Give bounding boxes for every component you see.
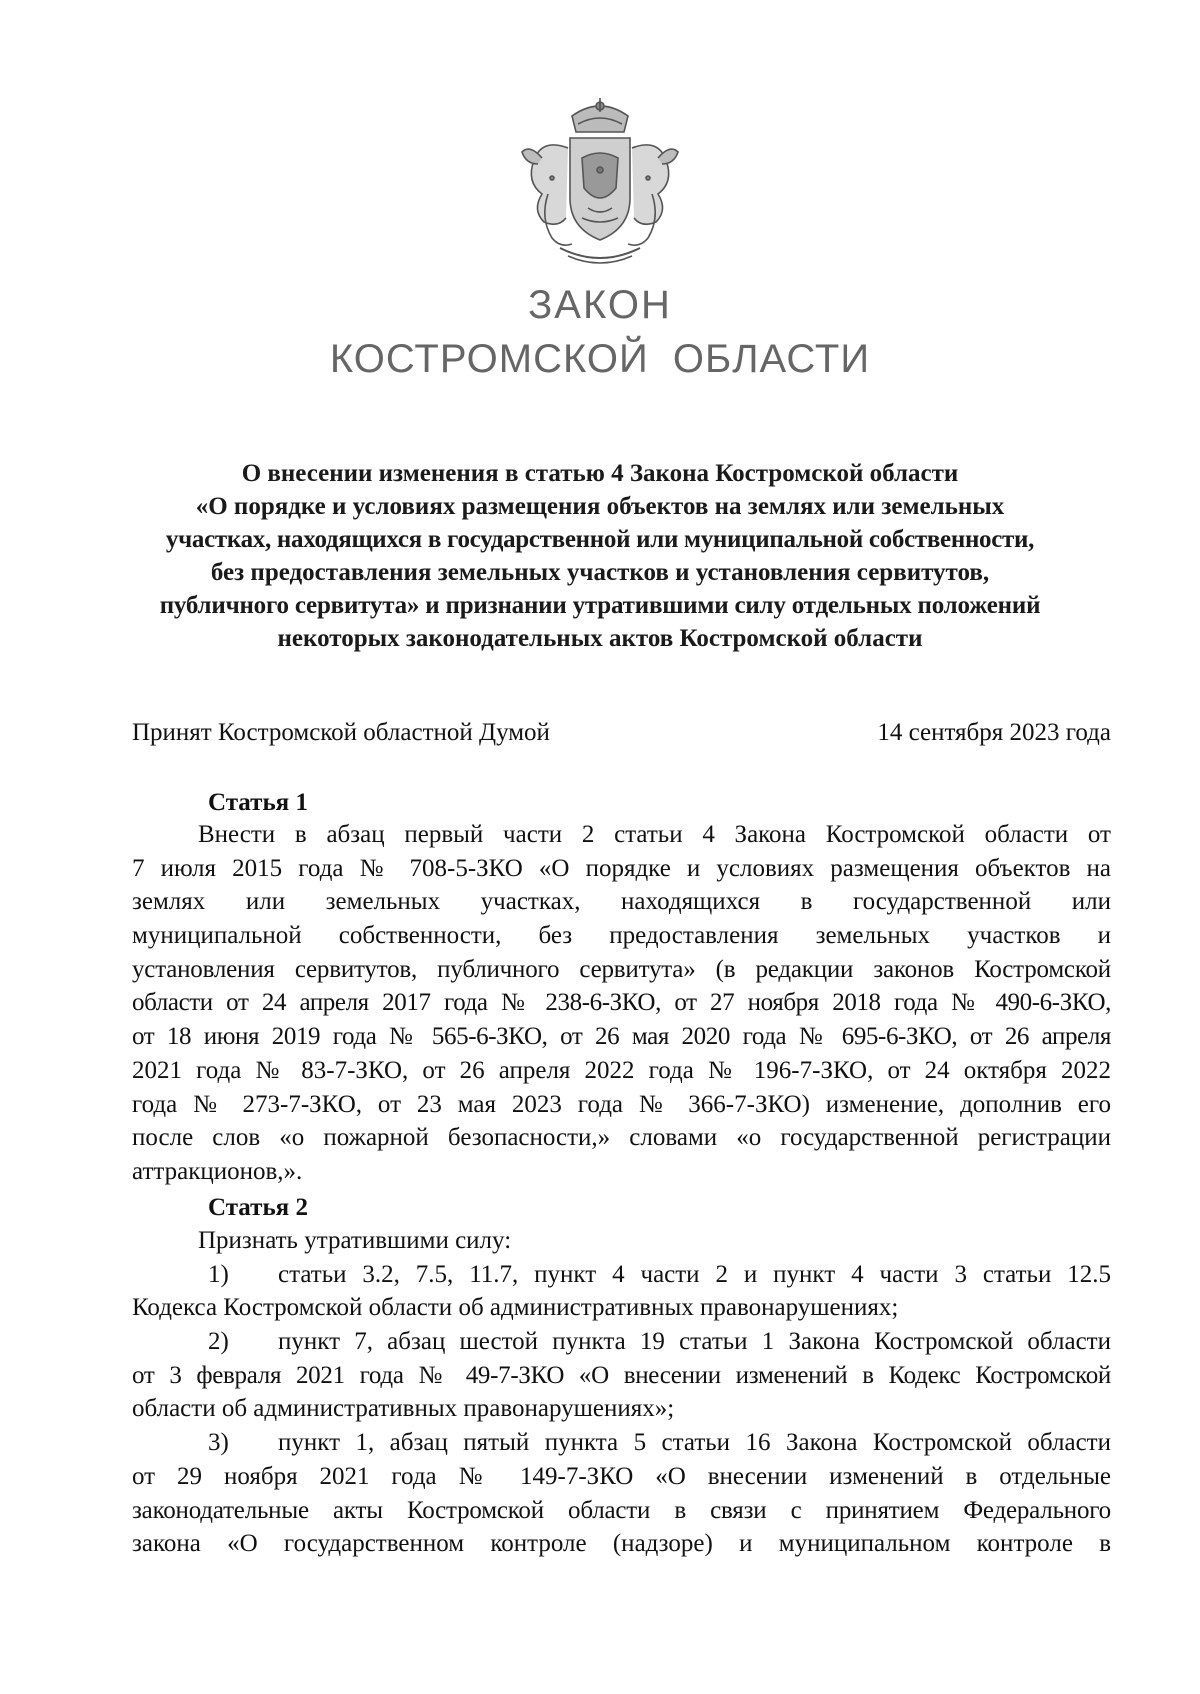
text-line: области от 24 апреля 2017 года № 238-6-ЗКО, от 27 ноября 2018 года № 490-6-ЗКО, [132, 989, 1111, 1017]
title-line: участках, находящихся в государственной или муниципальной собственности, [165, 526, 1035, 553]
law-heading-line1: ЗАКОН [528, 283, 672, 327]
text-line: 7 июля 2015 года № 708-5-ЗКО «О порядке и условиях размещения объектов на [132, 854, 1111, 882]
text-line: года № 273-7-ЗКО, от 23 мая 2023 года № 366-7-ЗКО) изменение, дополнив его [132, 1090, 1111, 1118]
list-item-text: пункт 1, абзац пятый пункта 5 статьи 16 Закона Костромской области [278, 1429, 1111, 1457]
list-item [132, 1426, 1111, 1460]
text-line: 2021 года № 83-7-ЗКО, от 26 апреля 2022 года № 196-7-ЗКО, от 24 октября 2022 [132, 1056, 1111, 1084]
title-line: «О порядке и условиях размещения объектов на землях или земельных [195, 493, 1005, 520]
law-title [120, 457, 1080, 655]
title-line: без предоставления земельных участков и установления сервитутов, [210, 559, 990, 586]
title-line: публичного сервитута» и признании утратившими силу отдельных положений [159, 592, 1041, 619]
law-heading-line2: КОСТРОМСКОЙ ОБЛАСТИ [329, 337, 871, 381]
title-line: О внесении изменения в статью 4 Закона Костромской области [241, 460, 959, 487]
adopted-by: Принят Костромской областной Думой [132, 719, 550, 746]
title-line: некоторых законодательных актов Костромской области [277, 625, 923, 652]
text-line: аттракционов,». [132, 1157, 303, 1185]
text-line: закона «О государственном контроле (надзоре) и муниципальном контроле в [132, 1530, 1111, 1558]
text-line: от 18 июня 2019 года № 565-6-ЗКО, от 26 мая 2020 года № 695-6-ЗКО, от 26 апреля [132, 1023, 1111, 1051]
text-line: Признать утратившими силу: [198, 1227, 512, 1254]
text-line: законодательные акты Костромской области в связи с принятием Федерального [132, 1496, 1111, 1524]
adopted-date: 14 сентября 2023 года [877, 719, 1111, 746]
text-line: Кодекса Костромской области об административных правонарушениях; [132, 1294, 899, 1322]
list-item-text: пункт 7, абзац шестой пункта 19 статьи 1 Закона Костромской области [278, 1328, 1111, 1356]
article-1-body [132, 818, 1111, 1189]
coat-of-arms-emblem [512, 98, 688, 270]
text-line: после слов «о пожарной безопасности,» словами «о государственной регистрации [132, 1124, 1111, 1152]
list-item [132, 1258, 1111, 1292]
text-line: установления сервитутов, публичного сервитута» (в редакции законов Костромской [132, 955, 1111, 983]
text-line: землях или земельных участках, находящихся в государственной или [132, 888, 1111, 916]
list-item-number: 2) [208, 1328, 229, 1356]
text-line: муниципальной собственности, без предоставления земельных участков и [132, 922, 1111, 950]
text-line: от 29 ноября 2021 года № 149-7-ЗКО «О внесении изменений в отдельные [132, 1462, 1111, 1490]
article-2-body [132, 1224, 1111, 1561]
text-line: области об административных правонарушениях»; [132, 1395, 675, 1423]
article-2-heading: Статья 2 [208, 1194, 308, 1221]
text-line: от 3 февраля 2021 года № 49-7-ЗКО «О внесении изменений в Кодекс Костромской [132, 1361, 1111, 1389]
article-1-heading: Статья 1 [208, 789, 308, 816]
list-item [132, 1325, 1111, 1359]
list-item-text: статьи 3.2, 7.5, 11.7, пункт 4 части 2 и пункт 4 части 3 статьи 12.5 [278, 1260, 1111, 1288]
list-item-number: 3) [208, 1429, 229, 1457]
list-item-number: 1) [208, 1260, 229, 1288]
text-line: Внести в абзац первый части 2 статьи 4 Закона Костромской области от [198, 821, 1111, 848]
